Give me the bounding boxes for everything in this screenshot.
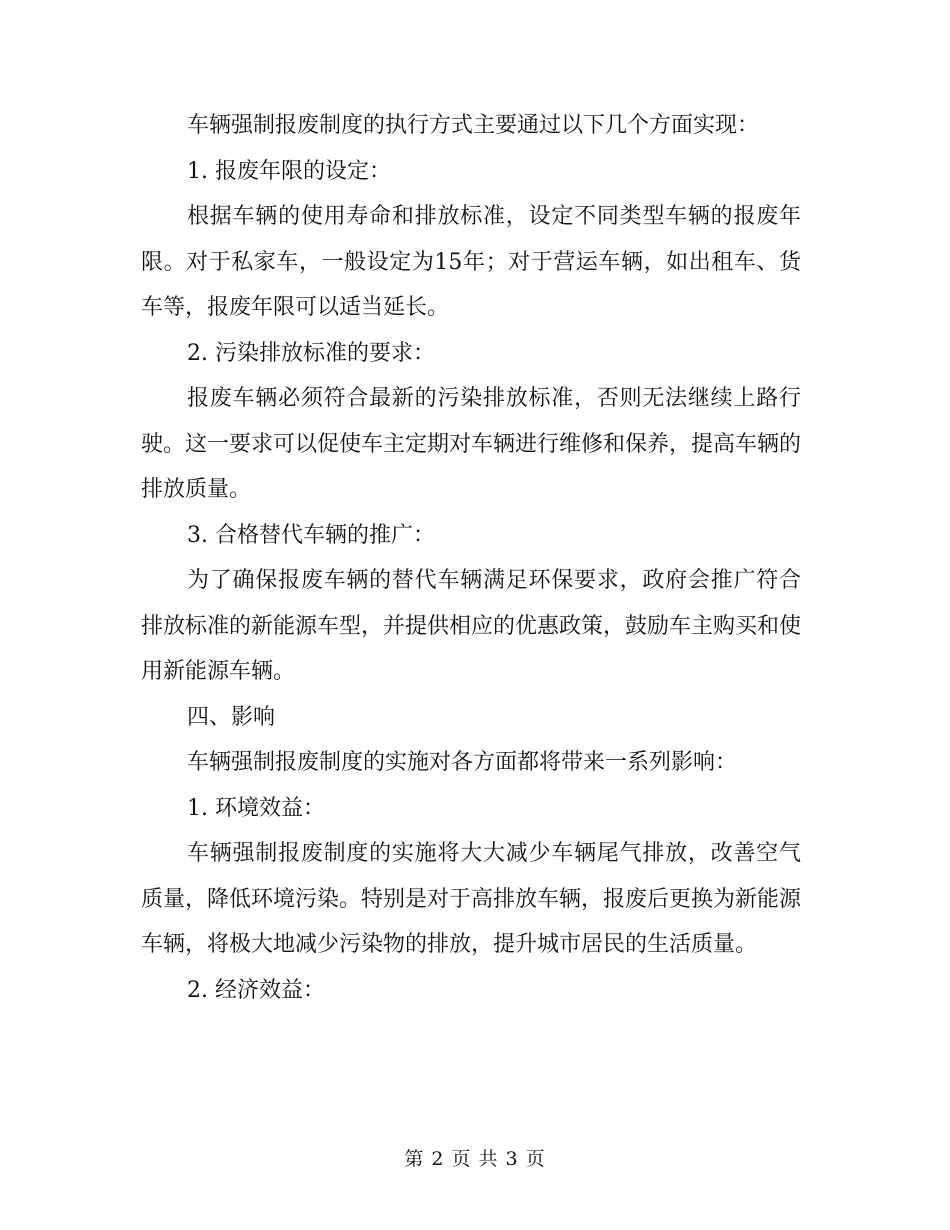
paragraph-emission-standard: 报废车辆必须符合最新的污染排放标准，否则无法继续上路行驶。这一要求可以促使车主定期对车辆进行维修和保养，提高车辆的排放质量。	[141, 386, 802, 502]
paragraph-scrap-age: 根据车辆的使用寿命和排放标准，设定不同类型车辆的报废年限。对于私家车，一般设定为15年；对于营运车辆，如出租车、货车等，报废年限可以适当延长。	[141, 204, 801, 320]
paragraph-environment-benefit: 车辆强制报废制度的实施将大大减少车辆尾气排放，改善空气质量，降低环境污染。特别是对于高排放车辆，报废后更换为新能源车辆，将极大地减少污染物的排放，提升城市居民的生活质量。	[141, 841, 802, 957]
paragraph-replacement-vehicles: 为了确保报废车辆的替代车辆满足环保要求，政府会推广符合排放标准的新能源车型，并提供相应的优惠政策，鼓励车主购买和使用新能源车辆。	[141, 568, 802, 684]
section-heading-impact: 四、影响	[187, 704, 276, 730]
paragraph-impact-intro: 车辆强制报废制度的实施对各方面都将带来一系列影响：	[187, 750, 738, 775]
document-body	[141, 103, 801, 1013]
list-heading-2: 2. 污染排放标准的要求：	[187, 340, 435, 366]
page-number-footer: 第 2 页 共 3 页	[404, 1148, 546, 1170]
list-heading-3: 3. 合格替代车辆的推广：	[187, 522, 435, 548]
paragraph-intro: 车辆强制报废制度的执行方式主要通过以下几个方面实现：	[187, 113, 760, 138]
list-heading-1: 1. 报废年限的设定：	[187, 158, 391, 184]
list-heading-environment: 1. 环境效益：	[187, 795, 325, 821]
list-heading-economy: 2. 经济效益：	[187, 977, 325, 1003]
